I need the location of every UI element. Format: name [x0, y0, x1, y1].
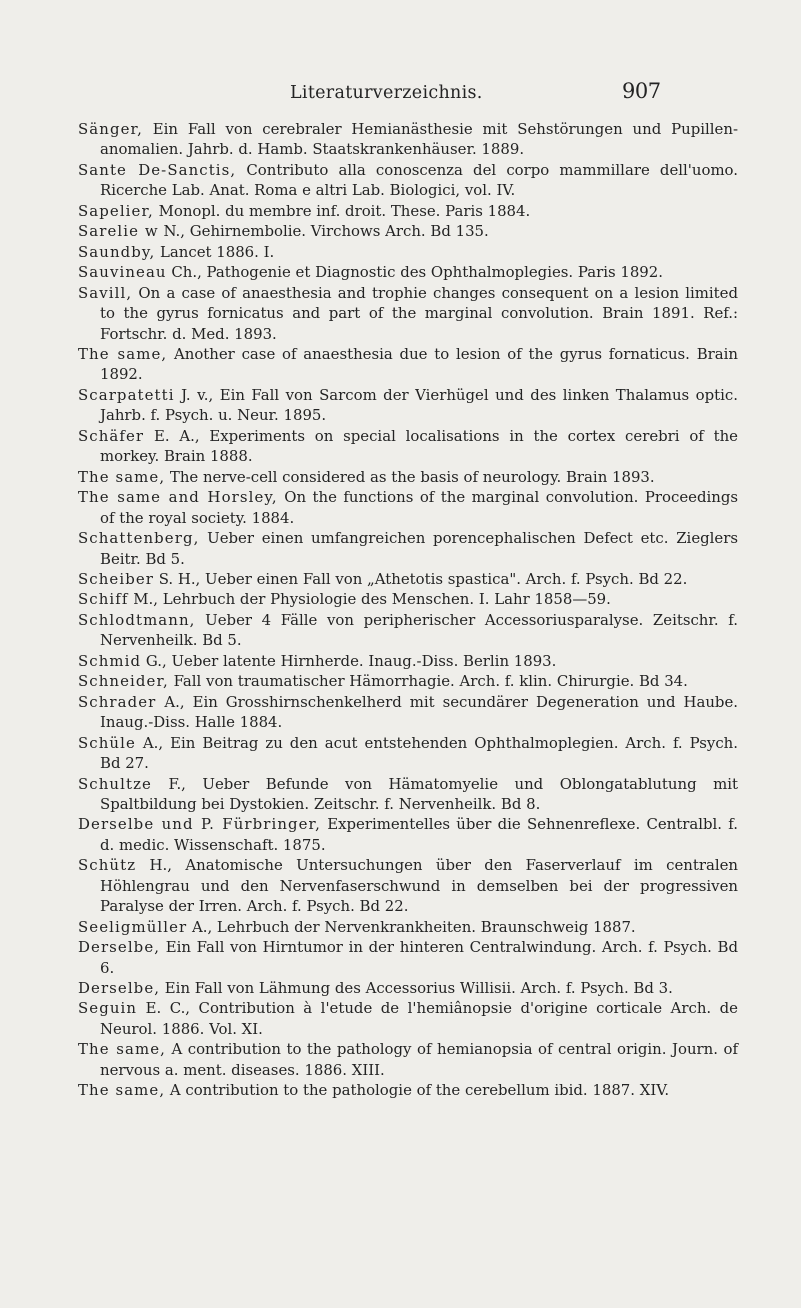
entry-author: Derselbe und P. Fürbringer,	[78, 815, 321, 834]
entry-text: S. H., Ueber einen Fall von „Athetotis spastica". Arch. f. Psych. Bd 22.	[153, 569, 688, 588]
entry-author: Seeligmüller	[78, 917, 188, 936]
entry-author: Derselbe,	[78, 938, 161, 957]
bibliography-entry	[78, 487, 738, 528]
entry-author: Sante De-Sanctis,	[78, 160, 237, 179]
bibliography-entry	[78, 692, 738, 733]
entry-author: Derselbe,	[78, 979, 161, 998]
entry-text: Ch., Pathogenie et Diagnostic des Ophthalmoplegies. Paris 1892.	[166, 263, 663, 282]
bibliography-entry	[78, 242, 738, 262]
bibliography-entry	[78, 262, 738, 282]
entry-author: Schneider,	[78, 672, 169, 691]
bibliography-entry	[78, 201, 738, 221]
bibliography-entry	[78, 528, 738, 569]
bibliography-entry	[78, 283, 738, 344]
entry-author: Scarpatetti	[78, 385, 175, 404]
entry-text: G., Ueber latente Hirnherde. Inaug.-Diss. Berlin 1893.	[141, 651, 557, 670]
entry-author: The same and Horsley,	[78, 488, 278, 507]
bibliography-entry	[78, 855, 738, 916]
entry-text: Another case of anaesthesia due to lesion of the gyrus fornaticus. Brain 1892.	[100, 344, 738, 384]
entry-text: A., Ein Beitrag zu den acut entstehenden Ophthalmoplegien. Arch. f. Psych. Bd 27.	[100, 733, 738, 773]
bibliography-entry	[78, 917, 738, 937]
entry-text: Ueber 4 Fälle von peripherischer Accessoriusparalyse. Zeitschr. f. Nervenheilk. Bd 5.	[100, 610, 738, 650]
entry-author: Savill,	[78, 283, 133, 302]
entry-author: The same,	[78, 467, 166, 486]
bibliography-entry	[78, 733, 738, 774]
entry-author: Schultze	[78, 774, 152, 793]
bibliography-list	[78, 119, 738, 1101]
running-title: Literaturverzeichnis.	[290, 83, 483, 103]
bibliography-entry	[78, 610, 738, 651]
entry-text: Ueber einen umfangreichen porencephalischen Defect etc. Zieglers Beitr. Bd 5.	[100, 529, 738, 568]
entry-text: H., Anatomische Untersuchungen über den Faserverlauf im centralen Höhlengrau und den Nervenfaserschwund in demselben bei der progressiven Paralyse der Irren. Arch. f. Psych. Bd 22.	[100, 856, 738, 916]
entry-text: M., Lehrbuch der Physiologie des Menschen. I. Lahr 1858—59.	[128, 590, 611, 609]
entry-text: Lancet 1886. I.	[155, 242, 275, 261]
entry-text: On the functions of the marginal convolution. Proceedings of the royal society. 1884.	[100, 488, 738, 527]
entry-text: E. A., Experiments on special localisations in the cortex cerebri of the morkey. Brain 1888.	[100, 426, 738, 466]
entry-author: Scheiber	[78, 569, 154, 588]
entry-author: Schlodtmann,	[78, 610, 196, 629]
entry-text: A contribution to the pathologie of the cerebellum ibid. 1887. XIV.	[165, 1081, 670, 1100]
bibliography-entry	[78, 385, 738, 426]
bibliography-entry	[78, 1039, 738, 1080]
entry-text: Ein Fall von Lähmung des Accessorius Willisii. Arch. f. Psych. Bd 3.	[160, 979, 673, 998]
entry-author: The same,	[78, 1040, 166, 1059]
entry-author: Sänger,	[78, 120, 143, 138]
entry-author: Schüle	[78, 733, 136, 752]
entry-text: E. C., Contribution à l'etude de l'hemiânopsie d'origine corticale Arch. de Neurol. 1886. Vol. XI.	[100, 999, 738, 1038]
bibliography-entry	[78, 221, 738, 241]
bibliography-entry	[78, 814, 738, 855]
entry-text: On a case of anaesthesia and trophie changes consequent on a lesion limited to the gyrus fornicatus and part of the marginal convolution. Brain 1891. Ref.: Fortschr. d. Med. 1893.	[100, 283, 738, 343]
entry-author: Schäfer	[78, 426, 145, 445]
page-header	[0, 79, 801, 109]
entry-text: F., Ueber Befunde von Hämatomyelie und Oblongatablutung mit Spaltbildung bei Dystokien. Zeitschr. f. Nervenheilk. Bd 8.	[100, 774, 738, 813]
bibliography-entry	[78, 1080, 738, 1100]
entry-author: Schütz	[78, 856, 137, 875]
entry-text: Ein Fall von cerebraler Hemianästhesie mit Sehstörungen und Pupillen-anomalien. Jahrb. d. Hamb. Staatskrankenhäuser. 1889.	[100, 120, 738, 159]
bibliography-entry	[78, 589, 738, 609]
entry-text: N., Gehirnembolie. Virchows Arch. Bd 135.	[158, 222, 489, 241]
entry-text: Ein Fall von Hirntumor in der hinteren Centralwindung. Arch. f. Psych. Bd 6.	[100, 938, 738, 977]
entry-author: Sauvineau	[78, 263, 167, 282]
entry-text: J. v., Ein Fall von Sarcom der Vierhügel und des linken Thalamus optic. Jahrb. f. Psych. u. Neur. 1895.	[100, 385, 738, 425]
bibliography-entry	[78, 937, 738, 978]
bibliography-entry	[78, 671, 738, 691]
entry-author: Schiff	[78, 590, 129, 609]
bibliography-entry	[78, 978, 738, 998]
entry-text: Monopl. du membre inf. droit. These. Paris 1884.	[153, 201, 531, 220]
entry-text: Experimentelles über die Sehnenreflexe. Centralbl. f. d. medic. Wissenschaft. 1875.	[100, 815, 738, 854]
entry-text: A contribution to the pathology of hemianopsia of central origin. Journ. of nervous a. ment. diseases. 1886. XIII.	[100, 1040, 738, 1079]
entry-author: The same,	[78, 344, 168, 363]
bibliography-entry	[78, 467, 738, 487]
entry-author: Saundby,	[78, 242, 156, 261]
bibliography-entry	[78, 160, 738, 201]
entry-author: Sarelie w	[78, 222, 159, 241]
entry-author: Schrader	[78, 692, 157, 711]
entry-text: Fall von traumatischer Hämorrhagie. Arch. f. klin. Chirurgie. Bd 34.	[168, 672, 688, 691]
entry-author: The same,	[78, 1081, 166, 1100]
entry-text: A., Lehrbuch der Nervenkrankheiten. Braunschweig 1887.	[187, 917, 636, 936]
entry-author: Seguin	[78, 999, 138, 1018]
bibliography-entry	[78, 998, 738, 1039]
bibliography-entry	[78, 569, 738, 589]
bibliography-entry	[78, 426, 738, 467]
bibliography-entry	[78, 119, 738, 160]
entry-text: A., Ein Grosshirnschenkelherd mit secundärer Degeneration und Haube. Inaug.-Diss. Halle 1884.	[100, 692, 738, 732]
entry-text: Contributo alla conoscenza del corpo mammillare dell'uomo. Ricerche Lab. Anat. Roma e altri Lab. Biologici, vol. IV.	[100, 160, 738, 200]
entry-text: The nerve-cell considered as the basis of neurology. Brain 1893.	[165, 467, 655, 486]
bibliography-entry	[78, 774, 738, 815]
entry-author: Sapelier,	[78, 201, 154, 220]
bibliography-entry	[78, 344, 738, 385]
page-number: 907	[622, 79, 661, 103]
entry-author: Schmid	[78, 651, 142, 670]
entry-author: Schattenberg,	[78, 529, 200, 548]
bibliography-entry	[78, 651, 738, 671]
